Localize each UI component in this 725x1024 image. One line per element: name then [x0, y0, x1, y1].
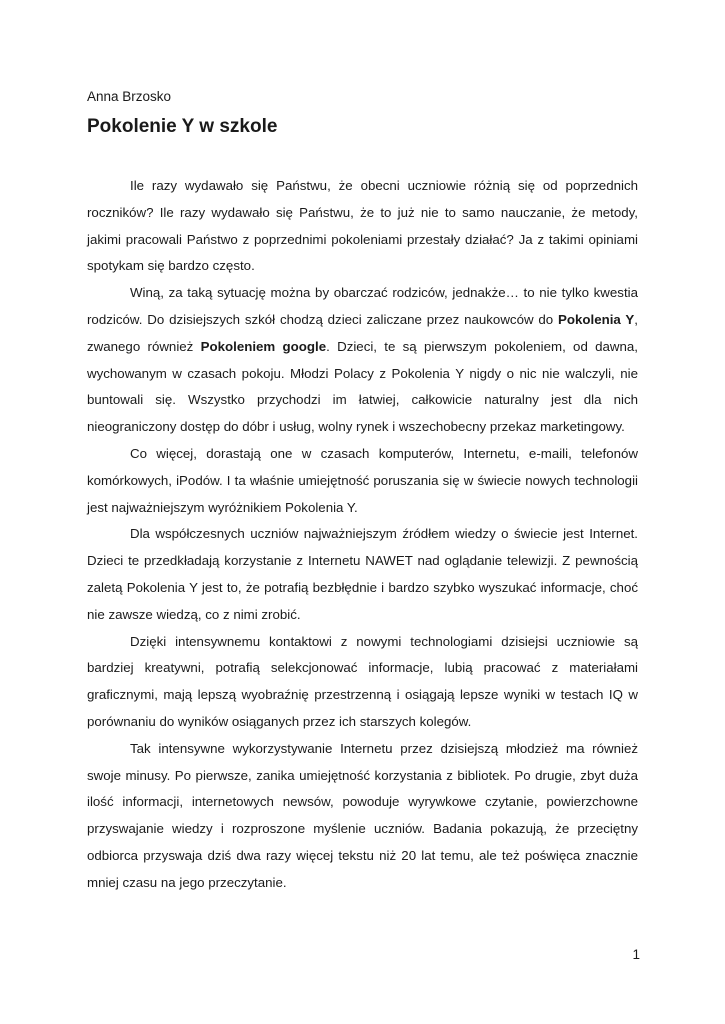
bold-term-pokoleniem-google: Pokoleniem google	[200, 338, 327, 354]
bold-term-pokolenia-y: Pokolenia Y	[558, 311, 635, 327]
paragraph-5-text: Dzięki intensywnemu kontaktowi z nowymi technologiami dzisiejsi uczniowie są bardziej kreatywni, potrafią selekcjonować informacje, lubią pracować z materiałami graficznymi, mają lepszą wyobraźnię przestrzenną i osiągają lepsze wyniki w testach IQ w porównaniu do wyników osiąganych przez ich starszych kolegów.	[87, 633, 638, 729]
document-body	[87, 173, 638, 897]
paragraph-2	[87, 280, 638, 441]
paragraph-4-text: Dla współczesnych uczniów najważniejszym źródłem wiedzy o świecie jest Internet. Dzieci te przedkładają korzystanie z Internetu NAWET nad oglądanie telewizji. Z pewnością zaletą Pokolenia Y jest to, że potrafią bezbłędnie i bardzo szybko wyszukać informacje, choć nie zawsze wiedzą, co z nimi zrobić.	[87, 526, 638, 622]
paragraph-3-text: Co więcej, dorastają one w czasach komputerów, Internetu, e-maili, telefonów komórkowych, iPodów. I ta właśnie umiejętność poruszania się w świecie nowych technologii jest najważniejszym wyróżnikiem Pokolenia Y.	[87, 445, 638, 515]
paragraph-1	[87, 173, 638, 280]
paragraph-6	[87, 736, 638, 897]
paragraph-5	[87, 629, 638, 736]
author-name: Anna Brzosko	[87, 89, 172, 104]
document-title: Pokolenie Y w szkole	[87, 116, 278, 137]
paragraph-4	[87, 521, 638, 628]
paragraph-6-text: Tak intensywne wykorzystywanie Internetu przez dzisiejszą młodzież ma również swoje minusy. Po pierwsze, zanika umiejętność korzystania z bibliotek. Po drugie, zbyt duża ilość informacji, internetowych newsów, powoduje wyrywkowe czytanie, powierzchowne przyswajanie wiedzy i rozproszone myślenie uczniów. Badania pokazują, że przeciętny odbiorca przyswaja dziś dwa razy więcej tekstu niż 20 lat temu, ale też poświęca znacznie mniej czasu na jego przeczytanie.	[87, 740, 638, 890]
paragraph-3	[87, 441, 638, 521]
paragraph-2-text-a: Winą, za taką sytuację można by obarczać rodziców, jednakże… to nie tylko kwestia rodziców. Do dzisiejszych szkół chodzą dzieci zaliczane przez naukowców do	[87, 285, 638, 327]
paragraph-1-text: Ile razy wydawało się Państwu, że obecni uczniowie różnią się od poprzednich roczników? Ile razy wydawało się Państwu, że to już nie to samo nauczanie, że metody, jakimi pracowali Państwo z poprzednimi pokoleniami przestały działać? Ja z takimi opiniami spotykam się bardzo często.	[87, 178, 638, 274]
page-number: 1	[632, 947, 640, 962]
paragraph-2-text-b: , zwanego również	[87, 311, 638, 354]
paragraph-2-text-c: . Dzieci, te są pierwszym pokoleniem, od dawna, wychowanym w czasach pokoju. Młodzi Polacy z Pokolenia Y nigdy o nic nie walczyli, nie buntowali się. Wszystko przychodzi im łatwiej, całkowicie naturalny jest dla nich nieograniczony dostęp do dóbr i usług, wolny rynek i wszechobecny przekaz marketingowy.	[87, 338, 639, 435]
